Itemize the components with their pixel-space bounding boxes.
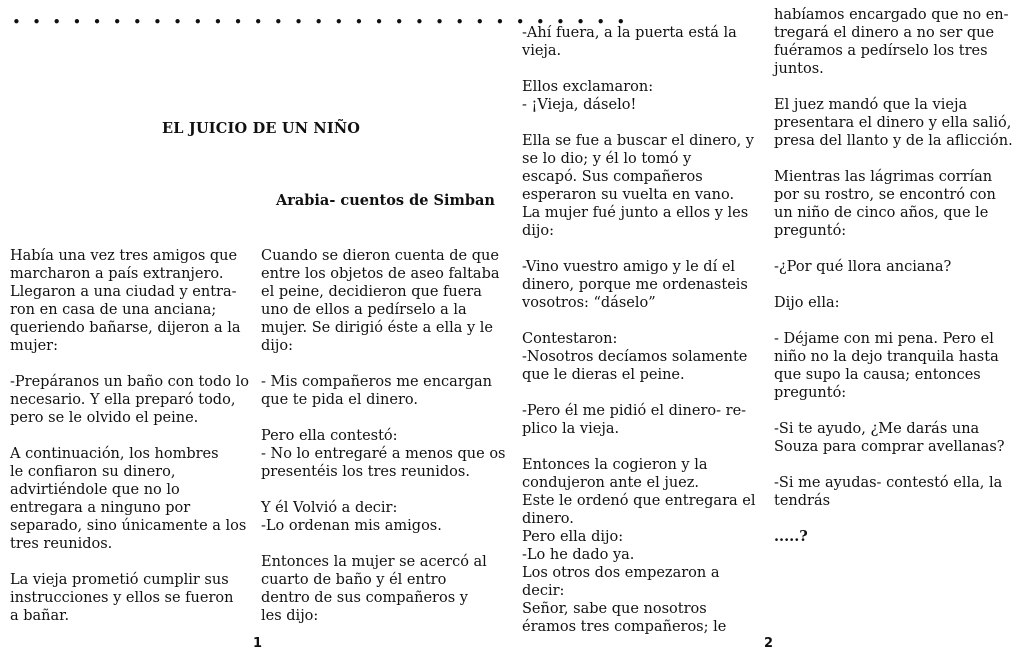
story-title: EL JUICIO DE UN NIÑO (162, 120, 361, 137)
paragraph: -Pero él me pidió el dinero- re- plico la vieja. (522, 403, 747, 437)
page-number-2: 2 (764, 636, 774, 651)
paragraph: -Si te ayudo, ¿Me darás una Souza para comprar avellanas? (774, 421, 1005, 455)
paragraph: -¿Por qué llora anciana? (774, 259, 952, 275)
text-column-4 (774, 6, 1019, 564)
paragraph: La vieja prometió cumplir sus instrucciones y ellos se fueron a bañar. (10, 572, 234, 624)
text-column-2 (261, 247, 509, 643)
paragraph: Entonces la mujer se acercó al cuarto de baño y él entro dentro de sus compañeros y les dijo: (261, 554, 487, 624)
text-column-1 (10, 247, 255, 643)
paragraph: - Mis compañeros me encargan que te pida el dinero. (261, 374, 493, 408)
page-number-1: 1 (253, 636, 263, 651)
paragraph: Mientras las lágrimas corrían por su rostro, se encontró con un niño de cinco años, que le preguntó: (774, 169, 996, 239)
paragraph: Y él Volvió a decir: -Lo ordenan mis amigos. (261, 500, 442, 534)
paragraph: Ellos exclamaron: - ¡Vieja, dáselo! (522, 79, 654, 113)
paragraph: Cuando se dieron cuenta de que entre los objetos de aseo faltaba el peine, decidieron que fuera uno de ellos a pedírselo a la mujer. Se dirigió éste a ella y le dijo: (261, 248, 500, 354)
story-source: Arabia- cuentos de Simban (276, 192, 495, 209)
paragraph: -Vino vuestro amigo y le dí el dinero, porque me ordenasteis vosotros: “dáselo” (522, 259, 748, 311)
paragraph: Entonces la cogieron y la condujeron ante el juez. Este le ordenó que entregara el dinero. Pero ella dijo: -Lo he dado ya. Los otros dos empezaron a decir: Señor, sabe que nosotros éramos tres compañeros; le (522, 457, 756, 635)
decorative-dot-border: ••••••••••••••••••••••••••••••• (12, 13, 637, 31)
paragraph: A continuación, los hombres le confiaron su dinero, advirtiéndole que no lo entregara a ninguno por separado, sino únicamente a los tres reunidos. (10, 446, 247, 552)
paragraph: Había una vez tres amigos que marcharon a país extranjero. Llegaron a una ciudad y entra- ron en casa de una anciana; queriendo bañarse, dijeron a la mujer: (10, 248, 241, 354)
paragraph: El juez mandó que la vieja presentara el dinero y ella salió, presa del llanto y de la aflicción. (774, 97, 1013, 149)
paragraph: -Prepáranos un baño con todo lo necesario. Y ella preparó todo, pero se le olvido el peine. (10, 374, 250, 426)
text-column-3 (522, 24, 760, 654)
paragraph: -Ahí fuera, a la puerta está la vieja. (522, 25, 737, 59)
paragraph: Ella se fue a buscar el dinero, y se lo dio; y él lo tomó y escapó. Sus compañeros esperaron su vuelta en vano. La mujer fué junto a ellos y les dijo: (522, 133, 754, 239)
paragraph: -Si me ayudas- contestó ella, la tendrás (774, 475, 1003, 509)
closing-line: .....? (774, 528, 808, 545)
paragraph: Contestaron: -Nosotros decíamos solamente que le dieras el peine. (522, 331, 748, 383)
paragraph: habíamos encargado que no en- tregará el dinero a no ser que fuéramos a pedírselo los tres juntos. (774, 7, 1009, 77)
paragraph: Dijo ella: (774, 295, 840, 311)
paragraph: Pero ella contestó: - No lo entregaré a menos que os presentéis los tres reunidos. (261, 428, 506, 480)
paragraph: - Déjame con mi pena. Pero el niño no la dejo tranquila hasta que supo la causa; entonces preguntó: (774, 331, 999, 401)
